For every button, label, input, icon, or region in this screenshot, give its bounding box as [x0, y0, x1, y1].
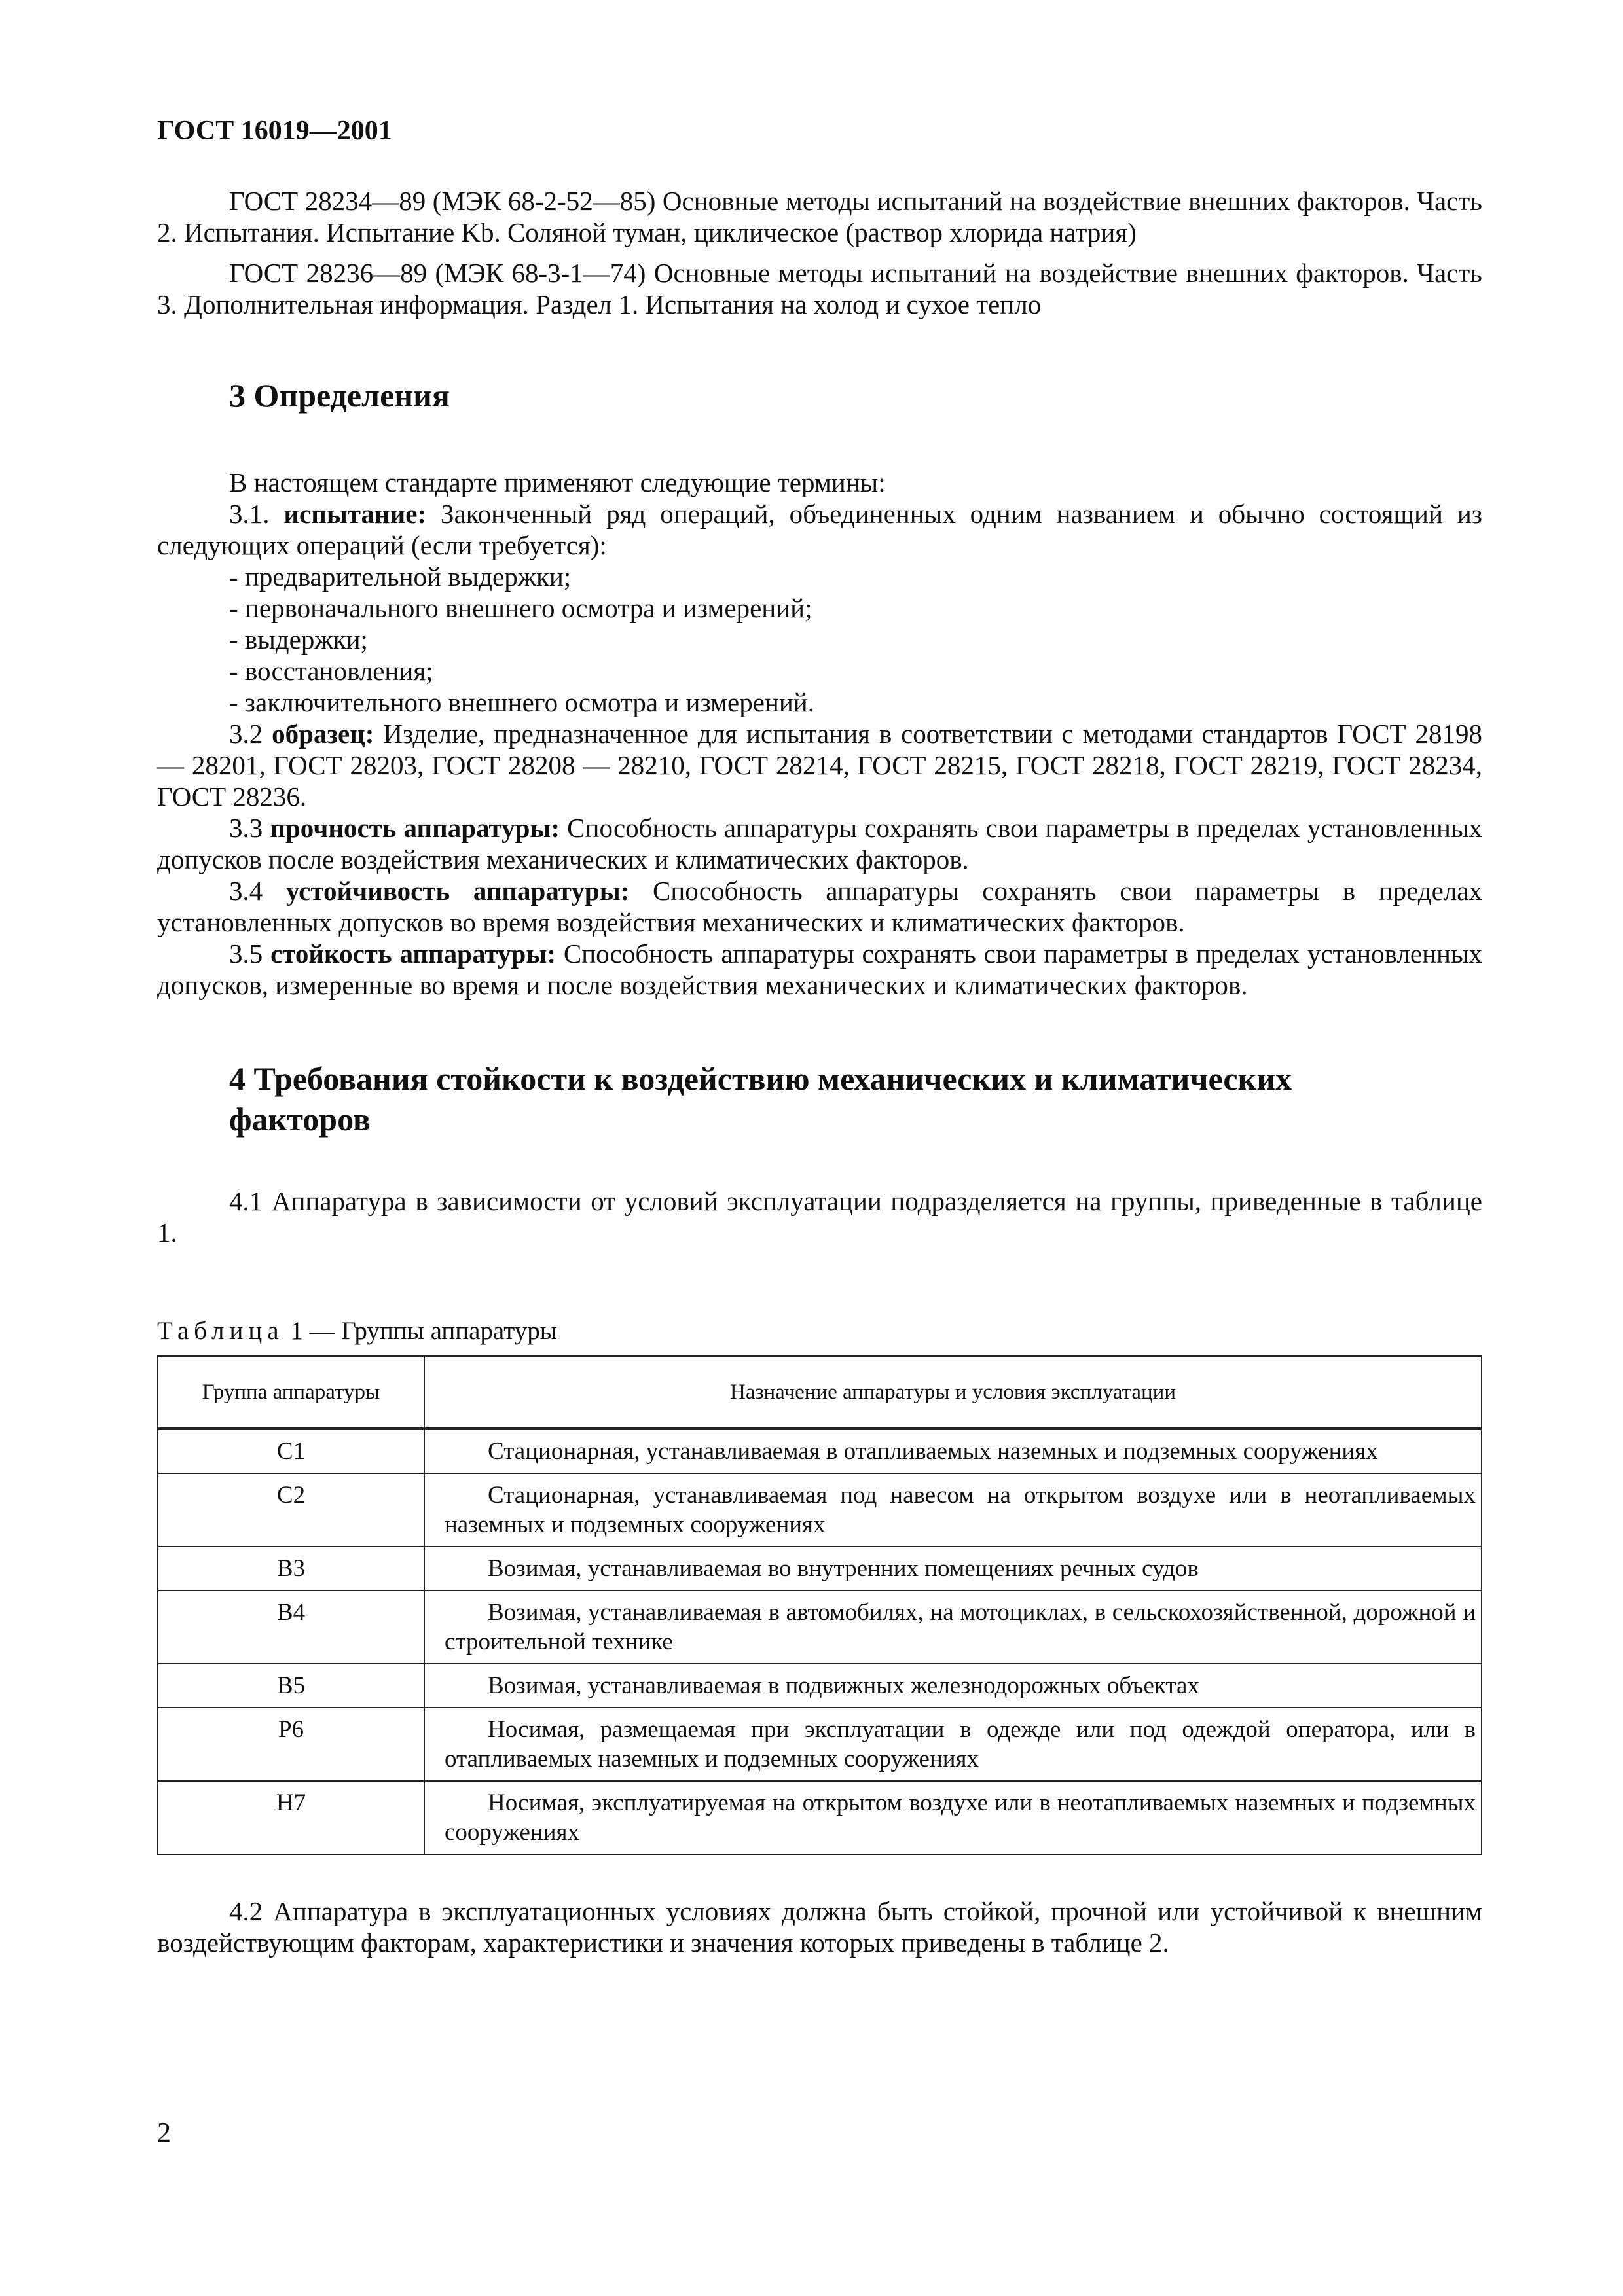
group-cell: В5	[158, 1664, 424, 1708]
definition-text: Способность аппаратуры сохранять свои параметры в пределах установленных допусков после воздействия механических и климатических факторов.	[157, 813, 1483, 874]
table-row	[158, 1547, 1482, 1590]
definition-3-3	[157, 812, 1482, 875]
definition-text: Способность аппаратуры сохранять свои параметры в пределах установленных допусков, измеренные во время и после воздействия механических и климатических факторов.	[157, 939, 1483, 1000]
group-cell: Н7	[158, 1781, 424, 1854]
page-content	[157, 185, 1482, 1958]
table-header-row	[158, 1356, 1482, 1429]
definition-term: образец:	[272, 719, 374, 749]
purpose-cell: Стационарная, устанавливаемая под навесом на открытом воздухе или в неотапливаемых наземных и подземных сооружениях	[424, 1473, 1482, 1547]
table-row	[158, 1473, 1482, 1547]
definition-number: 3.3	[229, 813, 263, 843]
purpose-cell: Возимая, устанавливаемая во внутренних помещениях речных судов	[424, 1547, 1482, 1590]
equipment-groups-table	[157, 1355, 1482, 1855]
group-cell: В3	[158, 1547, 424, 1590]
definition-term: стойкость аппаратуры:	[270, 939, 556, 969]
reference-item: ГОСТ 28236—89 (МЭК 68-3-1—74) Основные методы испытаний на воздействие внешних факторов. Часть 3. Дополнительная информация. Раздел 1. Испытания на холод и сухое тепло	[157, 258, 1482, 319]
purpose-cell: Возимая, устанавливаемая в подвижных железнодорожных объектах	[424, 1664, 1482, 1708]
definition-number: 3.2	[229, 719, 263, 749]
definition-term: испытание:	[283, 499, 427, 529]
column-header-group: Группа аппаратуры	[158, 1356, 424, 1429]
section-4-heading-line: 4 Требования стойкости к воздействию механических и климатических	[229, 1060, 1292, 1097]
group-cell: Р6	[158, 1708, 424, 1781]
definition-number: 3.5	[229, 939, 263, 969]
purpose-cell: Носимая, эксплуатируемая на открытом воздухе или в неотапливаемых наземных и подземных сооружениях	[424, 1781, 1482, 1854]
table-caption-label: Таблица	[157, 1317, 284, 1345]
purpose-cell: Носимая, размещаемая при эксплуатации в одежде или под одеждой оператора, или в отапливаемых наземных и подземных сооружениях	[424, 1708, 1482, 1781]
definition-text: Законченный ряд операций, объединенных одним названием и обычно состоящий из следующих операций (если требуется):	[157, 499, 1482, 560]
normative-references	[157, 185, 1482, 320]
list-item: - выдержки;	[229, 624, 368, 655]
table-row	[158, 1590, 1482, 1664]
table-row	[158, 1664, 1482, 1708]
table-caption	[157, 1316, 1482, 1346]
table-row	[158, 1781, 1482, 1854]
group-cell: С2	[158, 1473, 424, 1547]
document-header: ГОСТ 16019—2001	[157, 116, 392, 146]
table-row	[158, 1429, 1482, 1473]
table-row	[158, 1708, 1482, 1781]
definition-3-1	[157, 498, 1482, 561]
definition-3-2	[157, 718, 1482, 812]
definition-number: 3.4	[229, 876, 263, 906]
paragraph-4-1: 4.1 Аппаратура в зависимости от условий эксплуатации подразделяется на группы, приведенные в таблице 1.	[157, 1186, 1482, 1247]
list-item: - первоначального внешнего осмотра и измерений;	[229, 593, 812, 623]
list-item: - заключительного внешнего осмотра и измерений.	[229, 687, 814, 717]
group-cell: С1	[158, 1429, 424, 1473]
section-4-heading-line: факторов	[229, 1101, 371, 1138]
definition-3-4	[157, 875, 1482, 938]
definition-3-5	[157, 938, 1482, 1001]
definition-text: Способность аппаратуры сохранять свои параметры в пределах установленных допусков во время воздействия механических и климатических факторов.	[157, 876, 1482, 937]
purpose-cell: Стационарная, устанавливаемая в отапливаемых наземных и подземных сооружениях	[424, 1429, 1482, 1473]
definition-term: устойчивость аппаратуры:	[285, 876, 630, 906]
paragraph-4-2: 4.2 Аппаратура в эксплуатационных условиях должна быть стойкой, прочной или устойчивой к внешним воздействующим факторам, характеристики и значения которых приведены в таблице 2.	[157, 1896, 1482, 1958]
list-item: - предварительной выдержки;	[229, 562, 572, 592]
definition-term: прочность аппаратуры:	[270, 813, 560, 843]
table-caption-title: 1 — Группы аппаратуры	[283, 1317, 557, 1345]
list-item: - восстановления;	[229, 656, 433, 686]
page-number: 2	[157, 2118, 171, 2148]
section-3-heading: 3 Определения	[229, 377, 450, 414]
definition-text: Изделие, предназначенное для испытания в соответствии с методами стандартов ГОСТ 28198 — 28201, ГОСТ 28203, ГОСТ 28208 — 28210, ГОСТ 28214, ГОСТ 28215, ГОСТ 28218, ГОСТ 28219, ГОСТ 28234, ГОСТ 28236.	[157, 719, 1483, 812]
purpose-cell: Возимая, устанавливаемая в автомобилях, на мотоциклах, в сельскохозяйственной, дорожной и строительной технике	[424, 1590, 1482, 1664]
column-header-purpose: Назначение аппаратуры и условия эксплуатации	[424, 1356, 1482, 1429]
reference-item: ГОСТ 28234—89 (МЭК 68-2-52—85) Основные методы испытаний на воздействие внешних факторов. Часть 2. Испытания. Испытание Kb. Соляной туман, циклическое (раствор хлорида натрия)	[157, 186, 1482, 247]
definitions-intro: В настоящем стандарте применяют следующие термины:	[229, 467, 886, 497]
group-cell: В4	[158, 1590, 424, 1664]
section-4-heading	[157, 1058, 1482, 1139]
definition-number: 3.1.	[229, 499, 270, 529]
